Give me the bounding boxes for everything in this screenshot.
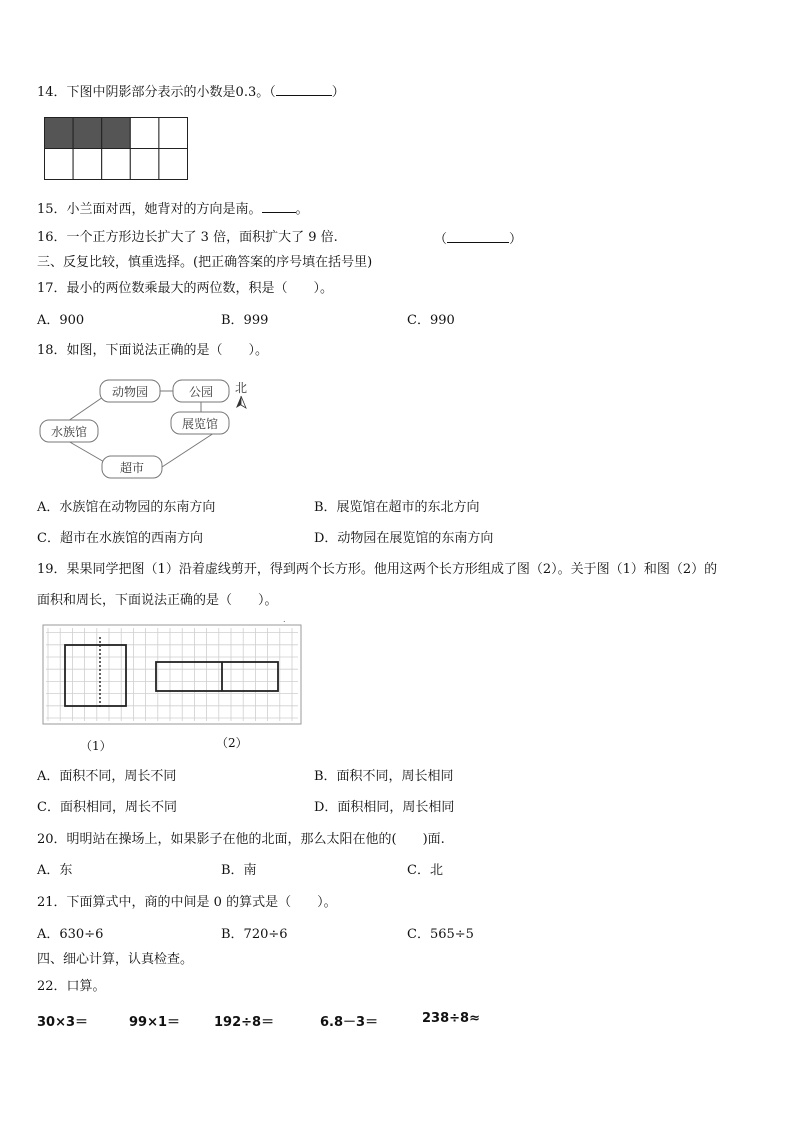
option-c[interactable]: C．北 [407, 863, 443, 878]
option-a[interactable]: A．东 [37, 863, 73, 878]
market-label: 超市 [119, 461, 145, 475]
calc-item: 6.8－3＝ [320, 1015, 379, 1030]
exhibit-label: 展览馆 [181, 417, 219, 431]
shaded-cell [73, 118, 102, 149]
option-a[interactable]: A．630÷6 [37, 927, 104, 942]
option-b[interactable]: B．720÷6 [221, 927, 288, 942]
shaded-cell [45, 118, 74, 149]
option-c[interactable]: C．990 [407, 313, 455, 328]
north-arrow-icon [236, 396, 241, 408]
grid-cell [130, 118, 159, 149]
question-14: 14．下图中阴影部分表示的小数是0.3。（ ） [37, 85, 345, 100]
option-b[interactable]: B．展览馆在超市的东北方向 [314, 500, 480, 515]
question-20: 20．明明站在操场上，如果影子在他的北面，那么太阳在他的( )面. [37, 832, 445, 847]
option-b[interactable]: B．999 [221, 313, 269, 328]
option-c[interactable]: C．面积相同，周长不同 [37, 800, 177, 815]
grid-cell [159, 149, 188, 180]
question-16: 16．一个正方形边长扩大了 3 倍，面积扩大了 9 倍. [37, 230, 338, 245]
grid-cell [45, 149, 74, 180]
option-d[interactable]: D．面积相同，周长相同 [314, 800, 455, 815]
option-d[interactable]: D．动物园在展览馆的东南方向 [314, 531, 494, 546]
figure-1-label: （1） [80, 739, 112, 753]
question-19-line-1: 19．果果同学把图（1）沿着虚线剪开，得到两个长方形。他用这两个长方形组成了图（2）。关于图（1）和图（2）的 [37, 562, 718, 577]
grid-cell [159, 118, 188, 149]
option-a[interactable]: A．面积不同，周长不同 [37, 769, 177, 784]
question-18: 18．如图，下面说法正确的是（ ）。 [37, 343, 269, 358]
zoo-label: 动物园 [111, 385, 149, 399]
figure-2-label: （2） [216, 736, 248, 750]
section-4-heading: 四、细心计算，认真检查。 [37, 952, 194, 967]
shaded-cell [102, 118, 131, 149]
grid-cell [73, 149, 102, 180]
answer-blank[interactable] [447, 230, 509, 243]
grid-figure [42, 615, 304, 726]
question-14-text: 14．下图中阴影部分表示的小数是0.3。（ [37, 85, 276, 100]
park-label: 公园 [188, 385, 214, 399]
option-c[interactable]: C．565÷5 [407, 927, 474, 942]
calc-item: 30×3＝ [37, 1015, 89, 1030]
shaded-grid [44, 117, 188, 181]
option-a[interactable]: A．水族馆在动物园的东南方向 [37, 500, 216, 515]
answer-blank[interactable] [276, 83, 332, 96]
question-15: 15．小兰面对西，她背对的方向是南。 。 [37, 202, 309, 217]
aquarium-label: 水族馆 [50, 425, 88, 439]
location-map [38, 375, 262, 485]
question-17: 17．最小的两位数乘最大的两位数，积是（ ）。 [37, 281, 334, 296]
option-b[interactable]: B．面积不同，周长相同 [314, 769, 454, 784]
question-16-answer: （ ） [434, 232, 523, 247]
svg-text:.: . [283, 615, 286, 624]
option-c[interactable]: C．超市在水族馆的西南方向 [37, 531, 203, 546]
answer-blank[interactable] [262, 200, 296, 213]
option-b[interactable]: B．南 [221, 863, 257, 878]
north-label: 北 [234, 381, 248, 395]
question-19-line-2: 面积和周长，下面说法正确的是（ ）。 [37, 593, 278, 608]
calc-item: 238÷8≈ [422, 1011, 480, 1026]
question-22: 22．口算。 [37, 979, 106, 994]
grid-cell [130, 149, 159, 180]
question-21: 21．下面算式中，商的中间是 0 的算式是（ ）。 [37, 895, 337, 910]
section-3-heading: 三、反复比较，慎重选择。(把正确答案的序号填在括号里) [37, 255, 373, 270]
option-a[interactable]: A．900 [37, 313, 85, 328]
grid-cell [102, 149, 131, 180]
calc-item: 192÷8＝ [214, 1015, 275, 1030]
calc-item: 99×1＝ [129, 1015, 181, 1030]
